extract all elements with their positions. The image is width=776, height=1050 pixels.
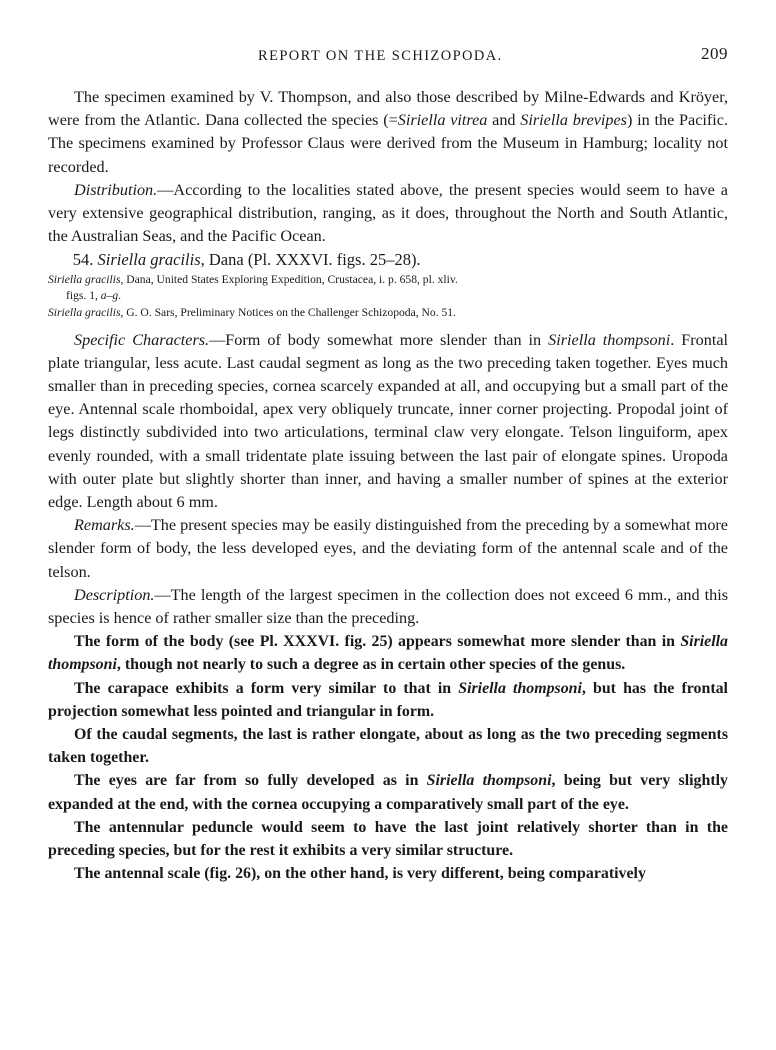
description-details [48,630,728,885]
paragraph-description: Description.—The length of the largest specimen in the collection does not exceed 6 mm., and this species is hence of rather smaller size than the preceding. [48,585,728,628]
section-label-description: Description. [74,585,155,604]
section-label-remarks: Remarks. [74,516,135,535]
paragraph-eyes: The eyes are far from so fully developed as in Siriella thompsoni, being but very slightly expanded at the end, with the cornea occupying a comparatively small part of the eye. [48,772,728,813]
paragraph-remarks: Remarks.—The present species may be easily distinguished from the preceding by a somewhat more slender form of body, the less developed eyes, and the deviating form of the antennal scale and of the telson. [48,516,728,581]
page-body [48,86,728,886]
species-name: Siriella gracilis [97,250,201,270]
synonymy-entry: Siriella gracilis, Dana, United States Exploring Expedition, Crustacea, i. p. 658, pl. xliv. figs. 1, a–g. [48,272,458,302]
paragraph-specific-characters: Specific Characters.—Form of body somewhat more slender than in Siriella thompsoni. Frontal plate triangular, less acute. Last caudal segment as long as the two preceding taken together. Eyes much smaller than in preceding species, cornea scarcely expanded at all, and occupying but a small part of the eye. Antennal scale rhomboidal, apex very obliquely truncate, inner corner projecting. Propodal joint of legs distinctly subdivided into two articulations, terminal claw very elongate. Telson linguiform, apex evenly rounded, with a small tridentate plate issuing between the last pair of elongate spines. Uropoda with outer plate but slightly shorter than inner, and having a smaller number of spines at the exterior edge. Length about 6 mm. [48,330,728,512]
paragraph-carapace: The carapace exhibits a form very similar to that in Siriella thompsoni, but has the frontal projection somewhat less pointed and triangular in form. [48,679,728,720]
synonymy-list [48,272,728,321]
page-number: 209 [701,44,728,63]
running-title: REPORT ON THE SCHIZOPODA. [258,48,503,64]
species-heading [48,248,728,271]
species-authority: , Dana (Pl. XXXVI. figs. 25–28). [200,250,421,270]
paragraph-antennular-peduncle: The antennular peduncle would seem to have the last joint relatively shorter than in the preceding species, but for the rest it exhibits a very similar structure. [48,818,728,860]
paragraph-antennal-scale: The antennal scale (fig. 26), on the other hand, is very different, being comparatively [74,865,646,883]
running-header [48,44,728,70]
paragraph-specimens: The specimen examined by V. Thompson, and also those described by Milne-Edwards and Kröyer, were from the Atlantic. Dana collected the species (=Siriella vitrea and Siriella brevipes) in the Pacific. The specimens examined by Professor Claus were derived from the Museum in Hamburg; locality not recorded. [48,88,729,176]
paragraph-distribution: Distribution.—According to the localities stated above, the present species would seem to have a very extensive geographical distribution, ranging, as it does, throughout the North and South Atlantic, the Australian Seas, and the Pacific Ocean. [48,180,728,246]
section-label-specific-characters: Specific Characters. [74,330,210,349]
paragraph-caudal-segments: Of the caudal segments, the last is rather elongate, about as long as the two preceding segments taken together. [48,726,728,767]
synonymy-entry: Siriella gracilis, G. O. Sars, Preliminary Notices on the Challenger Schizopoda, No. 51. [48,305,456,319]
section-label-distribution: Distribution. [74,180,158,199]
paragraph-body-form: The form of the body (see Pl. XXXVI. fig. 25) appears somewhat more slender than in Siriella thompsoni, though not nearly to such a degree as in certain other species of the genus. [48,633,728,674]
species-number: 54. [72,250,94,270]
